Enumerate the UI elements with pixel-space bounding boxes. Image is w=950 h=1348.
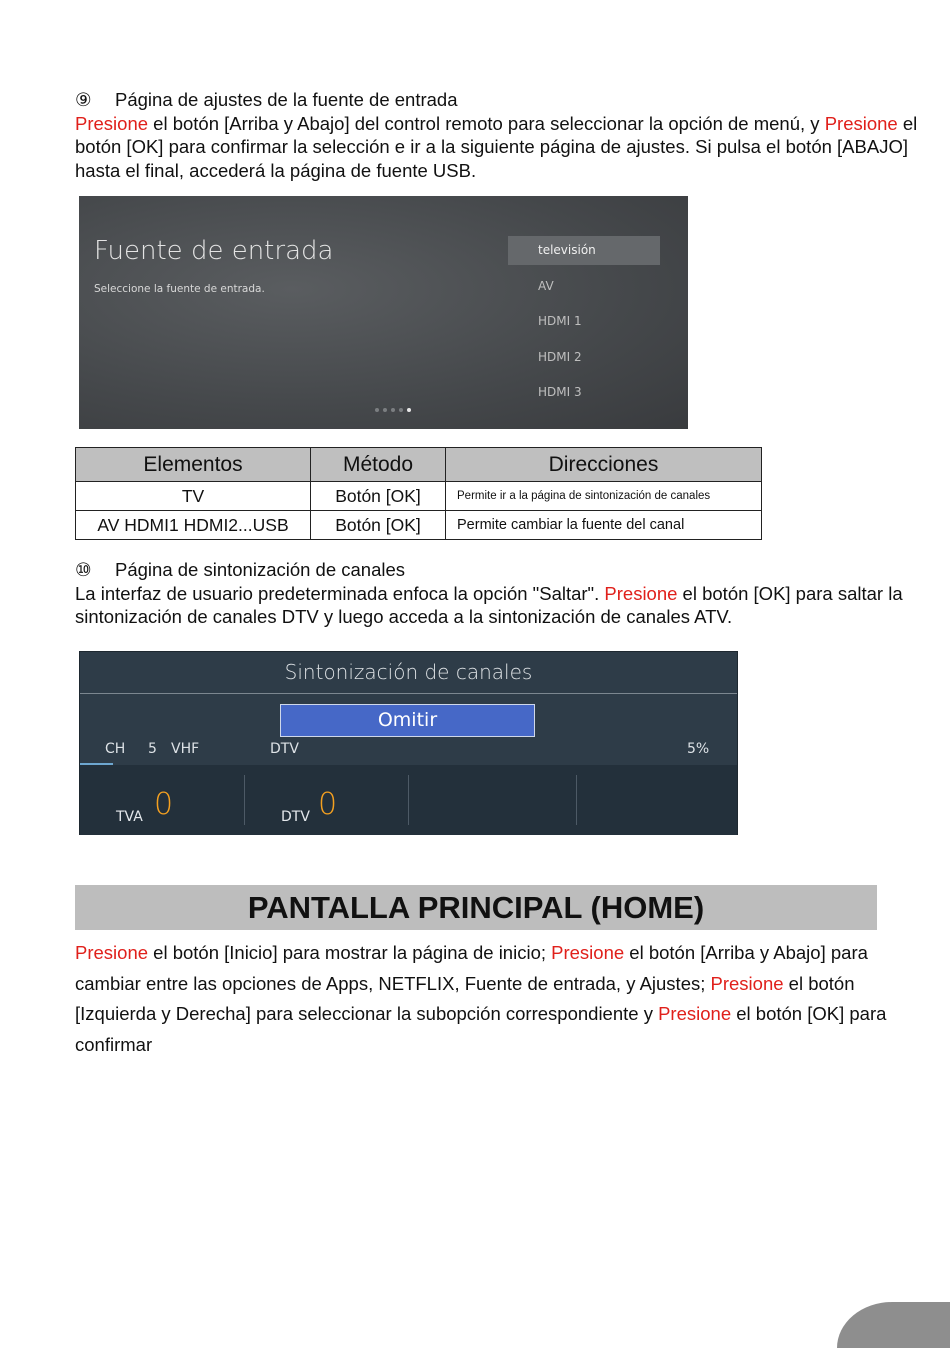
presione-word: Presione (75, 942, 149, 963)
menu-item-hdmi1[interactable]: HDMI 1 (538, 314, 582, 328)
home-heading: PANTALLA PRINCIPAL (HOME) (75, 885, 877, 930)
table-row (76, 511, 762, 540)
table-cell: TV (76, 482, 311, 511)
tva-label: TVA (116, 809, 143, 825)
input-source-menu (508, 236, 660, 414)
channel-tuning-screenshot (79, 651, 738, 835)
table-cell: Botón [OK] (311, 511, 446, 540)
page-dot (391, 408, 395, 412)
table-header: Método (311, 448, 446, 482)
table-row (76, 482, 762, 511)
table-header: Elementos (76, 448, 311, 482)
channel-band: VHF (171, 741, 200, 757)
table-cell: Permite cambiar la fuente del canal (446, 511, 762, 540)
table-cell: Permite ir a la página de sintonización de canales (446, 482, 762, 511)
tuning-mode: DTV (270, 741, 299, 757)
dtv-cell (245, 775, 409, 825)
page-dot (375, 408, 379, 412)
table-header: Direcciones (446, 448, 762, 482)
tuning-counters (80, 765, 737, 835)
section-10-text: ⑩ Página de sintonización de canales La interfaz de usuario predeterminada enfoca la opción "Saltar". Presione el botón [OK] para saltar la sintonización de canales DTV y luego acceda a la sintonización de canales ATV. (75, 558, 920, 629)
section-9-text: ⑨ Página de ajustes de la fuente de entrada Presione el botón [Arriba y Abajo] del control remoto para seleccionar la opción de menú, y Presione el botón [OK] para confirmar la selección e ir a la siguiente página de ajustes. Si pulsa el botón [ABAJO] hasta el final, accederá la página de fuente USB. (75, 88, 920, 182)
presione-word: Presione (551, 942, 625, 963)
empty-cell (409, 775, 577, 825)
page-dot (383, 408, 387, 412)
menu-item-hdmi2[interactable]: HDMI 2 (538, 349, 582, 364)
presione-word: Presione (824, 112, 898, 134)
dtv-count: 0 (318, 787, 338, 822)
input-source-subtitle: Seleccione la fuente de entrada. (94, 283, 265, 295)
tva-count: 0 (154, 787, 174, 822)
page-corner-tab (837, 1302, 950, 1348)
page-dot-active (407, 408, 411, 412)
controls-table (75, 447, 762, 540)
presione-word: Presione (604, 582, 678, 604)
tuning-progress: 5% (687, 741, 710, 757)
channel-label: CH (105, 741, 126, 757)
table-header-row (76, 448, 762, 482)
menu-item-hdmi3[interactable]: HDMI 3 (538, 385, 582, 399)
section-9-heading: ⑨ Página de ajustes de la fuente de entrada (75, 89, 458, 110)
table-cell: Botón [OK] (311, 482, 446, 511)
menu-item-television[interactable]: televisión (508, 236, 660, 265)
tva-cell (80, 775, 245, 825)
omitir-button[interactable]: Omitir (280, 704, 535, 737)
table-cell: AV HDMI1 HDMI2...USB (76, 511, 311, 540)
presione-word: Presione (75, 112, 149, 134)
dtv-label: DTV (281, 809, 310, 825)
page-dot (399, 408, 403, 412)
tuning-title: Sintonización de canales (80, 652, 737, 694)
input-source-screenshot (79, 196, 688, 429)
page-indicator (375, 408, 411, 412)
section-10-heading: ⑩ Página de sintonización de canales (75, 559, 406, 580)
presione-word: Presione (710, 972, 784, 994)
menu-item-av[interactable]: AV (538, 278, 554, 293)
home-text: Presione el botón [Inicio] para mostrar la página de inicio; Presione el botón [Arriba y Abajo] para cambiar entre las opciones de Apps, NETFLIX, Fuente de entrada, y Ajustes; Presione el botón [Izquierda y Derecha] para seleccionar la subopción correspondiente y Presione el botón [OK] para confirmar (75, 942, 887, 1055)
input-source-title: Fuente de entrada (94, 236, 334, 266)
presione-word: Presione (658, 1003, 732, 1024)
circled-number-10: ⑩ (75, 559, 92, 580)
circled-number-9: ⑨ (75, 89, 92, 110)
channel-number: 5 (148, 741, 157, 757)
